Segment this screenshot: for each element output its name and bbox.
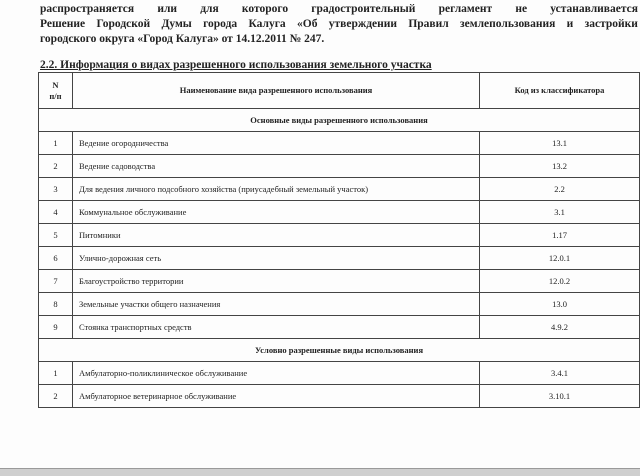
word: Решение: [40, 18, 86, 30]
row-code: 3.4.1: [480, 362, 640, 385]
row-code: 3.1: [480, 201, 640, 224]
table-row: [39, 362, 640, 385]
table-row: [39, 247, 640, 270]
row-number: 9: [39, 316, 73, 339]
word: не: [515, 3, 528, 15]
word: для: [200, 3, 219, 15]
word: Думы: [161, 18, 192, 30]
table-row: [39, 270, 640, 293]
word: утверждении: [328, 18, 398, 30]
permitted-use-table: [38, 72, 640, 408]
row-number: 4: [39, 201, 73, 224]
row-name: Питомники: [73, 224, 480, 247]
header-number-line2: п/п: [49, 90, 62, 101]
table-row: [39, 178, 640, 201]
intro-line-1: [40, 2, 638, 17]
row-number: 2: [39, 385, 73, 408]
header-number: [39, 73, 73, 109]
word: Правил: [408, 18, 449, 30]
row-number: 6: [39, 247, 73, 270]
row-name: Ведение огородничества: [73, 132, 480, 155]
row-code: 12.0.1: [480, 247, 640, 270]
row-name: Амбулаторно-поликлиническое обслуживание: [73, 362, 480, 385]
header-number-line1: N: [52, 79, 59, 90]
row-code: 3.10.1: [480, 385, 640, 408]
row-code: 13.0: [480, 293, 640, 316]
word: распространяется: [40, 3, 135, 15]
table-row: [39, 132, 640, 155]
row-code: 13.1: [480, 132, 640, 155]
row-number: 7: [39, 270, 73, 293]
row-code: 13.2: [480, 155, 640, 178]
row-name: Стоянка транспортных средств: [73, 316, 480, 339]
intro-paragraph: [40, 2, 640, 47]
header-code: Код из классификатора: [480, 73, 640, 109]
word: Калуга: [248, 18, 286, 30]
group-header-conditional: [39, 339, 640, 362]
word: застройки: [584, 18, 638, 30]
word: землепользования: [460, 18, 556, 30]
table-header-row: [39, 73, 640, 109]
intro-line-2: [40, 17, 638, 32]
word: градостроительный: [311, 3, 416, 15]
row-code: 4.9.2: [480, 316, 640, 339]
header-name: Наименование вида разрешенного использования: [73, 73, 480, 109]
row-name: Коммунальное обслуживание: [73, 201, 480, 224]
table-row: [39, 385, 640, 408]
word: устанавливается: [550, 3, 638, 15]
word: и: [566, 18, 574, 30]
row-name: Для ведения личного подсобного хозяйства (приусадебный земельный участок): [73, 178, 480, 201]
row-number: 5: [39, 224, 73, 247]
row-number: 2: [39, 155, 73, 178]
table-row: [39, 155, 640, 178]
group-header-main: [39, 109, 640, 132]
word: «Об: [297, 18, 318, 30]
row-code: 12.0.2: [480, 270, 640, 293]
row-name: Амбулаторное ветеринарное обслуживание: [73, 385, 480, 408]
row-name: Улично-дорожная сеть: [73, 247, 480, 270]
table-row: [39, 316, 640, 339]
intro-line-3: городского округа «Город Калуга» от 14.12.2011 № 247.: [40, 33, 325, 45]
row-number: 3: [39, 178, 73, 201]
row-code: 2.2: [480, 178, 640, 201]
table-row: [39, 201, 640, 224]
row-code: 1.17: [480, 224, 640, 247]
word: которого: [241, 3, 289, 15]
row-number: 1: [39, 362, 73, 385]
group-title: Основные виды разрешенного использования: [39, 109, 640, 132]
group-title: Условно разрешенные виды использования: [39, 339, 640, 362]
word: или: [157, 3, 178, 15]
row-number: 8: [39, 293, 73, 316]
word: города: [203, 18, 238, 30]
row-name: Ведение садоводства: [73, 155, 480, 178]
table-row: [39, 293, 640, 316]
row-name: Благоустройство территории: [73, 270, 480, 293]
row-number: 1: [39, 132, 73, 155]
table-row: [39, 224, 640, 247]
section-title: 2.2. Информация о видах разрешенного использования земельного участка: [40, 59, 432, 71]
row-name: Земельные участки общего назначения: [73, 293, 480, 316]
word: Городской: [96, 18, 151, 30]
word: регламент: [438, 3, 493, 15]
